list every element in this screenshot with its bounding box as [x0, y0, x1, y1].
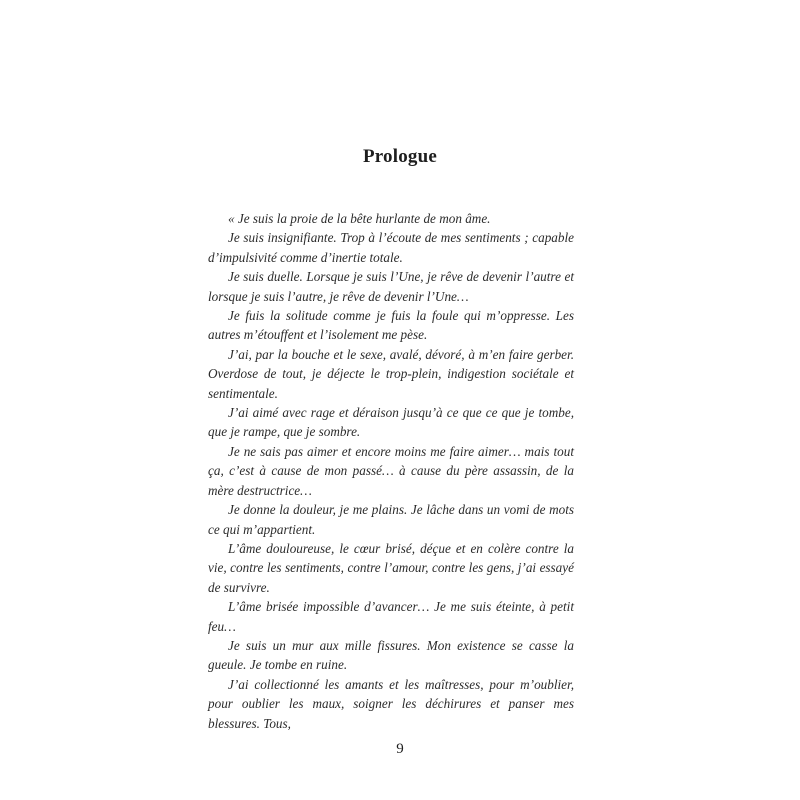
- paragraph: J’ai, par la bouche et le sexe, avalé, dévoré, à m’en faire gerber. Overdose de tout, je déjecte le trop-plein, indigestion sociétale et sentimentale.: [208, 346, 574, 401]
- paragraph: J’ai aimé avec rage et déraison jusqu’à ce que ce que je tombe, que je rampe, que je sombre.: [208, 405, 574, 440]
- paragraph: Je donne la douleur, je me plains. Je lâche dans un vomi de mots ce qui m’appartient.: [208, 502, 574, 537]
- paragraph: « Je suis la proie de la bête hurlante de mon âme.: [228, 211, 491, 226]
- paragraph: Je suis insignifiante. Trop à l’écoute de mes sentiments ; capable d’impulsivité comme d’inertie totale.: [208, 230, 574, 265]
- page-number: 9: [396, 741, 404, 757]
- paragraph: J’ai collectionné les amants et les maîtresses, pour m’oublier, pour oublier les maux, soigner les déchirures et panser mes blessures. Tous,: [208, 676, 574, 731]
- page-title: Prologue: [362, 146, 438, 167]
- prologue-body: [208, 209, 574, 733]
- paragraph: Je suis un mur aux mille fissures. Mon existence se casse la gueule. Je tombe en ruine.: [208, 637, 574, 673]
- paragraph: Je ne sais pas aimer et encore moins me faire aimer… mais tout ça, c’est à cause de mon passé… à cause du père assassin, de la mère destructrice…: [208, 443, 574, 498]
- paragraph: Je fuis la solitude comme je fuis la foule qui m’oppresse. Les autres m’étouffent et l’isolement me pèse.: [208, 308, 574, 343]
- paragraph: L’âme douloureuse, le cœur brisé, déçue et en colère contre la vie, contre les sentiments, contre l’amour, contre les gens, j’ai essayé de survivre.: [208, 540, 574, 595]
- paragraph: Je suis duelle. Lorsque je suis l’Une, je rêve de devenir l’autre et lorsque je suis l’autre, je rêve de devenir l’Une…: [208, 269, 574, 304]
- paragraph: L’âme brisée impossible d’avancer… Je me suis éteinte, à petit feu…: [208, 599, 574, 634]
